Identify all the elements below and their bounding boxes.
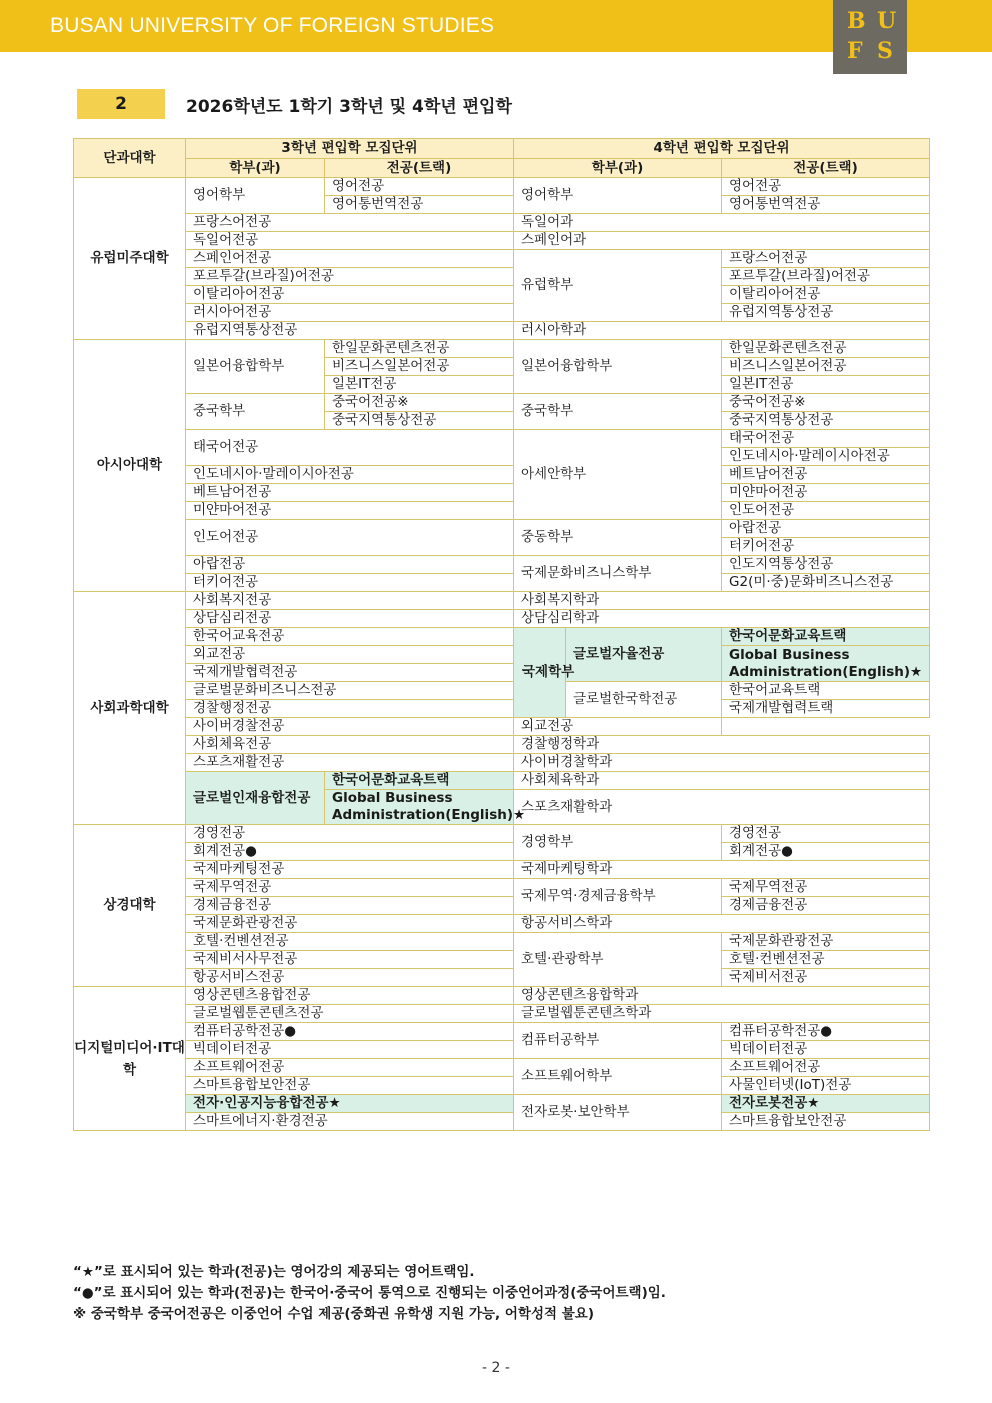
t4-dept: 전자로봇·보안학부 (514, 1095, 722, 1131)
t4-major: 한일문화콘텐츠전공 (722, 340, 930, 358)
t4-dept: 국제문화비즈니스학부 (514, 556, 722, 592)
page-number: - 2 - (482, 1360, 510, 1376)
t3-major: 국제문화관광전공 (186, 915, 514, 933)
college-digital: 디지털미디어·IT대학 (74, 987, 186, 1131)
footnotes (73, 1262, 666, 1325)
t3-major: 유럽지역통상전공 (186, 322, 514, 340)
t3-major: 외교전공 (186, 646, 514, 664)
t4-major: 한국어교육트랙 (722, 682, 930, 700)
t4-dept: 영상콘텐츠융합학과 (514, 987, 930, 1005)
t3-major: 스마트에너지·환경전공 (186, 1113, 514, 1131)
t4-dept-intl: 국제학부 (514, 628, 566, 718)
t3-major: 중국어전공※ (325, 394, 514, 412)
t4-dept: 스포츠재활학과 (514, 790, 930, 825)
college-business: 상경대학 (74, 825, 186, 987)
t3-dept: 영어학부 (186, 178, 325, 214)
t4-dept: 글로벌웹툰콘텐츠학과 (514, 1005, 930, 1023)
t4-major: 국제비서전공 (722, 969, 930, 987)
t4-major: 사물인터넷(IoT)전공 (722, 1077, 930, 1095)
t4-dept: 경영학부 (514, 825, 722, 861)
t4-major: 국제무역전공 (722, 879, 930, 897)
t4-major: 경제금융전공 (722, 897, 930, 915)
t3-major-header: 전공(트랙) (325, 159, 514, 178)
t3-major: 경찰행정전공 (186, 700, 514, 718)
college-asia: 아시아대학 (74, 340, 186, 592)
t4-major: 이탈리아어전공 (722, 286, 930, 304)
t4-major: 소프트웨어전공 (722, 1059, 930, 1077)
t3-group-header: 3학년 편입학 모집단위 (186, 139, 514, 159)
t4-dept: 사회복지학과 (514, 592, 930, 610)
t4-dept: 글로벌한국학전공 (566, 682, 722, 718)
t4-dept: 중국학부 (514, 394, 722, 430)
t3-dept: 일본어융합학부 (186, 340, 325, 394)
t3-major: 태국어전공 (186, 430, 514, 466)
t4-dept: 사이버경찰학과 (514, 754, 930, 772)
t4-major: 미얀마어전공 (722, 484, 930, 502)
t4-major: 포르투갈(브라질)어전공 (722, 268, 930, 286)
section-title: 2026학년도 1학기 3학년 및 4학년 편입학 (186, 97, 512, 117)
t3-major: 한일문화콘텐츠전공 (325, 340, 514, 358)
t4-major: 아랍전공 (722, 520, 930, 538)
t3-major: 인도네시아·말레이시아전공 (186, 466, 514, 484)
t4-major: 인도네시아·말레이시아전공 (722, 448, 930, 466)
t4-dept: 국제무역·경제금융학부 (514, 879, 722, 915)
t4-dept: 영어학부 (514, 178, 722, 214)
t3-major: 컴퓨터공학전공● (186, 1023, 514, 1041)
t3-major: 영어통번역전공 (325, 196, 514, 214)
t3-major: 스페인어전공 (186, 250, 514, 268)
footnote-star: “★”로 표시되어 있는 학과(전공)는 영어강의 제공되는 영어트랙임. (73, 1264, 475, 1280)
t3-major: 한국어문화교육트랙 (325, 772, 514, 790)
t4-major: 영어통번역전공 (722, 196, 930, 214)
t3-major: 국제마케팅전공 (186, 861, 514, 879)
t4-major: 유럽지역통상전공 (722, 304, 930, 322)
t3-dept-header: 학부(과) (186, 159, 325, 178)
college-social: 사회과학대학 (74, 592, 186, 825)
t3-major: 터키어전공 (186, 574, 514, 592)
t4-dept: 중동학부 (514, 520, 722, 556)
t4-group-header: 4학년 편입학 모집단위 (514, 139, 930, 159)
t3-major: 글로벌문화비즈니스전공 (186, 682, 514, 700)
t3-major: Global Business Administration(English)★ (325, 790, 514, 825)
t4-dept: 경찰행정학과 (514, 736, 930, 754)
t3-major: 사회복지전공 (186, 592, 514, 610)
t3-major: 국제무역전공 (186, 879, 514, 897)
t4-major: Global Business Administration(English)★ (722, 646, 930, 682)
t3-major: 사이버경찰전공 (186, 718, 514, 736)
t4-dept: 독일어과 (514, 214, 930, 232)
t4-major: 컴퓨터공학전공● (722, 1023, 930, 1041)
t3-major: 국제개발협력전공 (186, 664, 514, 682)
t4-dept: 일본어융합학부 (514, 340, 722, 394)
t3-major: 미얀마어전공 (186, 502, 514, 520)
t3-major: 소프트웨어전공 (186, 1059, 514, 1077)
t4-major: 국제문화관광전공 (722, 933, 930, 951)
t4-major: 비즈니스일본어전공 (722, 358, 930, 376)
t4-dept: 사회체육학과 (514, 772, 930, 790)
t4-major: 일본IT전공 (722, 376, 930, 394)
t3-major: 포르투갈(브라질)어전공 (186, 268, 514, 286)
t4-dept-header: 학부(과) (514, 159, 722, 178)
t4-dept: 글로벌자율전공 (566, 628, 722, 682)
bufs-logo: B U F S (833, 0, 907, 74)
t4-major: 회계전공● (722, 843, 930, 861)
t4-dept: 러시아학과 (514, 322, 930, 340)
t4-dept: 아세안학부 (514, 430, 722, 520)
t3-major: 프랑스어전공 (186, 214, 514, 232)
t4-major: 태국어전공 (722, 430, 930, 448)
t4-major: 중국어전공※ (722, 394, 930, 412)
t4-dept: 스페인어과 (514, 232, 930, 250)
t4-major: 빅데이터전공 (722, 1041, 930, 1059)
t4-dept: 유럽학부 (514, 250, 722, 322)
t4-major: 경영전공 (722, 825, 930, 843)
t4-dept: 국제마케팅학과 (514, 861, 930, 879)
college-europe: 유럽미주대학 (74, 178, 186, 340)
t3-major: 영어전공 (325, 178, 514, 196)
footnote-chinese: ※ 중국학부 중국어전공은 이중언어 수업 제공(중화권 유학생 지원 가능, 어학성적 불요) (73, 1306, 594, 1322)
university-name: BUSAN UNIVERSITY OF FOREIGN STUDIES (50, 14, 495, 37)
t3-major: 베트남어전공 (186, 484, 514, 502)
t4-major: 인도어전공 (722, 502, 930, 520)
t3-major: 스마트융합보안전공 (186, 1077, 514, 1095)
t4-dept: 컴퓨터공학부 (514, 1023, 722, 1059)
t4-major: 국제개발협력트랙 (722, 700, 930, 718)
t4-major: 스마트융합보안전공 (722, 1113, 930, 1131)
t3-major: 회계전공● (186, 843, 514, 861)
t3-major: 항공서비스전공 (186, 969, 514, 987)
t3-major: 러시아어전공 (186, 304, 514, 322)
t3-major: 영상콘텐츠융합전공 (186, 987, 514, 1005)
t3-major: 일본IT전공 (325, 376, 514, 394)
t4-dept: 상담심리학과 (514, 610, 930, 628)
t3-major: 스포츠재활전공 (186, 754, 514, 772)
t4-major: 영어전공 (722, 178, 930, 196)
admission-table (73, 138, 930, 1131)
t4-major: 한국어문화교육트랙 (722, 628, 930, 646)
t4-major: G2(미·중)문화비즈니스전공 (722, 574, 930, 592)
t3-dept: 글로벌인재융합전공 (186, 772, 325, 825)
college-header: 단과대학 (74, 139, 186, 178)
t3-dept: 중국학부 (186, 394, 325, 430)
t3-major: 경제금융전공 (186, 897, 514, 915)
t4-dept: 호텔·관광학부 (514, 933, 722, 987)
t3-major: 한국어교육전공 (186, 628, 514, 646)
t3-major: 인도어전공 (186, 520, 514, 556)
t3-major: 호텔·컨벤션전공 (186, 933, 514, 951)
t4-major: 베트남어전공 (722, 466, 930, 484)
t4-dept: 외교전공 (514, 718, 722, 736)
t3-major: 사회체육전공 (186, 736, 514, 754)
t3-major: 글로벌웹툰콘텐츠전공 (186, 1005, 514, 1023)
t4-major: 호텔·컨벤션전공 (722, 951, 930, 969)
t4-dept: 소프트웨어학부 (514, 1059, 722, 1095)
t3-major: 이탈리아어전공 (186, 286, 514, 304)
section-number: 2 (77, 89, 165, 119)
t4-major: 터키어전공 (722, 538, 930, 556)
footnote-dot: “●”로 표시되어 있는 학과(전공)는 한국어·중국어 통역으로 진행되는 이중언어과정(중국어트랙)임. (73, 1285, 666, 1301)
t4-major: 인도지역통상전공 (722, 556, 930, 574)
t3-major: 상담심리전공 (186, 610, 514, 628)
t3-major: 빅데이터전공 (186, 1041, 514, 1059)
t4-major: 전자로봇전공★ (722, 1095, 930, 1113)
t3-major: 전자·인공지능융합전공★ (186, 1095, 514, 1113)
t3-major: 중국지역통상전공 (325, 412, 514, 430)
t3-major: 비즈니스일본어전공 (325, 358, 514, 376)
t3-major: 경영전공 (186, 825, 514, 843)
t3-major: 독일어전공 (186, 232, 514, 250)
t4-major-header: 전공(트랙) (722, 159, 930, 178)
t4-major: 중국지역통상전공 (722, 412, 930, 430)
t4-major: 프랑스어전공 (722, 250, 930, 268)
t3-major: 아랍전공 (186, 556, 514, 574)
t3-major: 국제비서사무전공 (186, 951, 514, 969)
t4-dept: 항공서비스학과 (514, 915, 930, 933)
